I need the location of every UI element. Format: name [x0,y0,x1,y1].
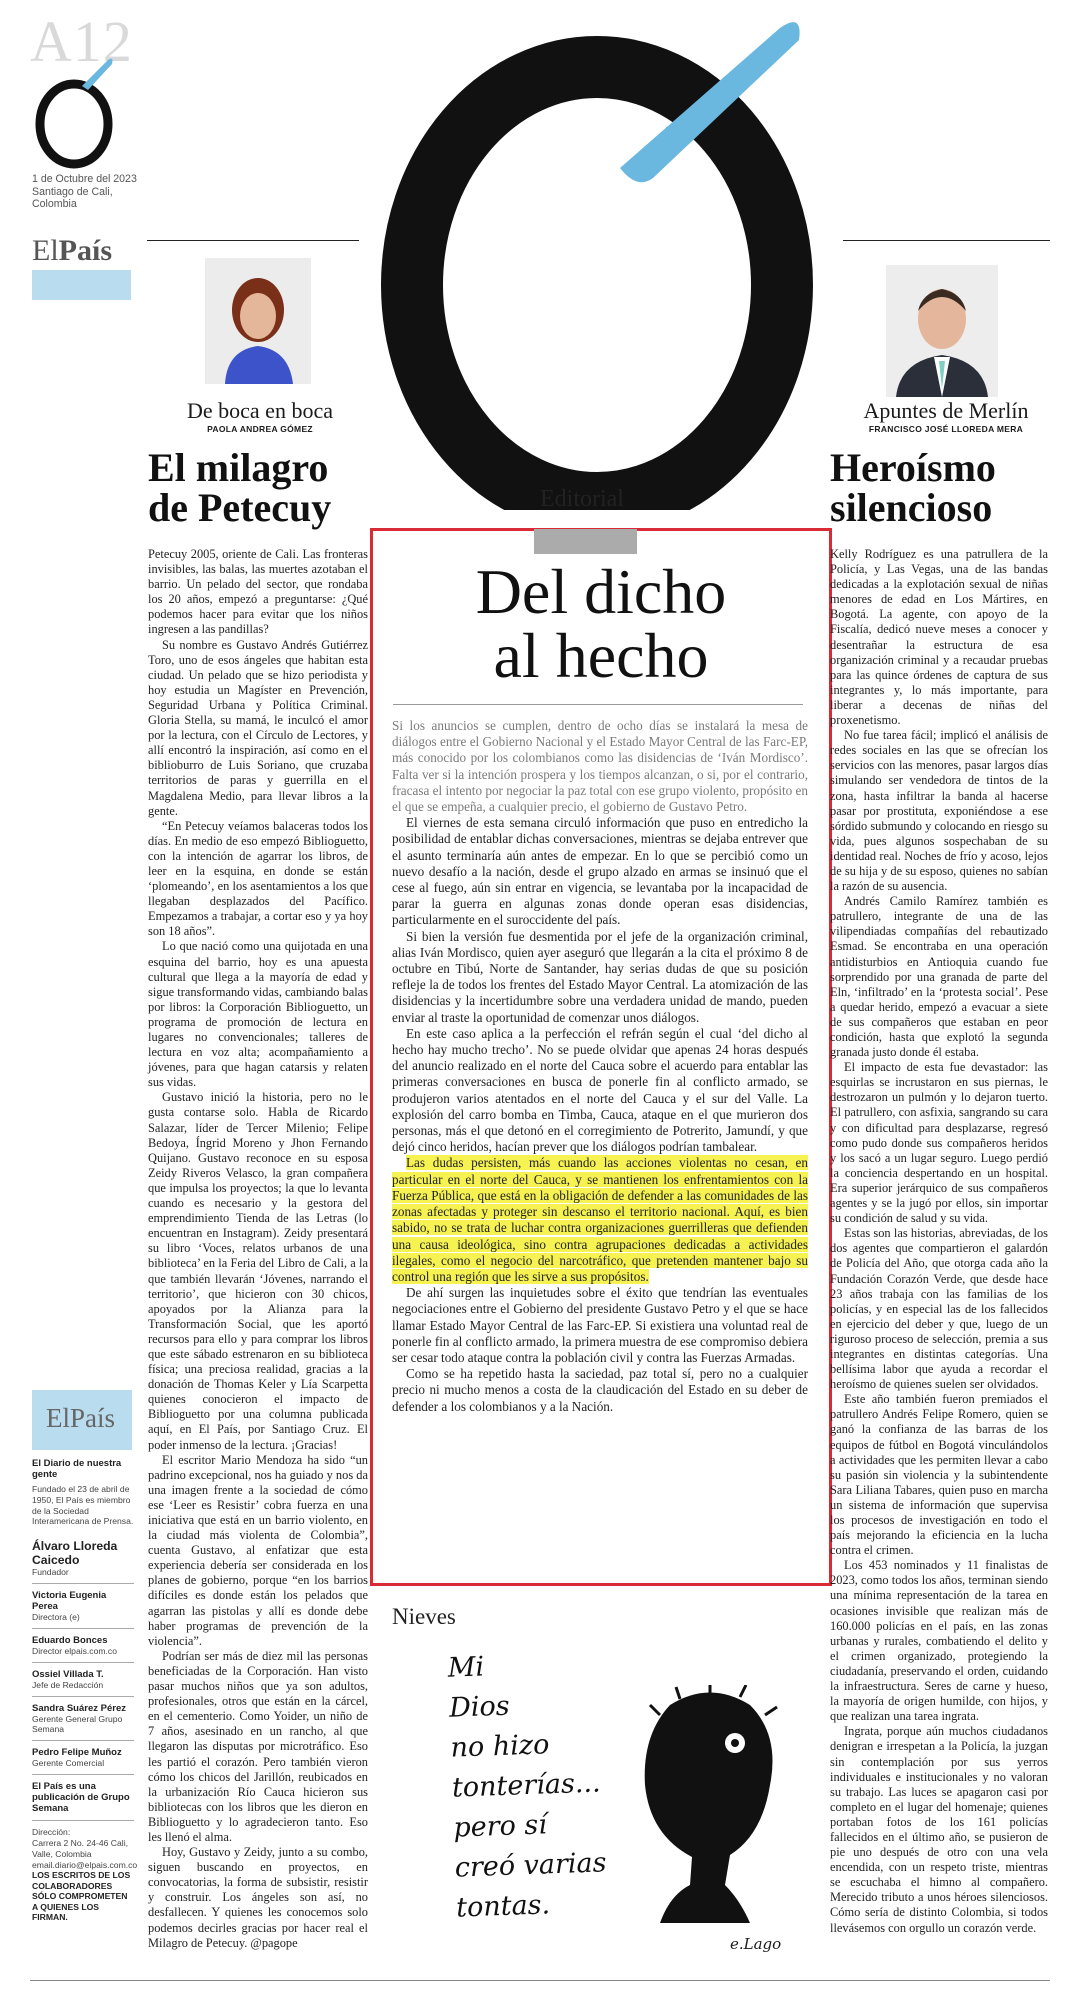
cartoon-label: Nieves [392,1604,456,1629]
staff-role: Gerente Comercial [32,1758,105,1769]
staff-name: Sandra Suárez Pérez [32,1703,126,1715]
article-left: Petecuy 2005, oriente de Cali. Las fronteras invisibles, las balas, las muertes azotaban el barrio. Un pelado del sector, que rondaba los 20 años, empezó a preguntarse: ¿Qué podemos hacer para evitar que los niños ingresen a las pandillas? Su nombre es Gustavo Andrés Gutiérrez Toro, uno de esos ángeles que habitan esta ciudad. Un pelado que se hizo periodista y hoy estudia un Magíster en Prevención, Seguridad Urbana y Política Criminal. Gloria Stella, su mamá, le inculcó el amor por la lectura, con el Círculo de Lectores, y allí encontró la inspiración, así como en el biblioburro de Luis Soriano, que cruzaba territorios de paras y guerrilla en el Magdalena Medio, para llevar libros a la gente. “En Petecuy veíamos balaceras todos los días. En medio de eso empezó Biblioguetto, con la intención de agarrar los libros, de leer en la esquina, en donde se están ‘plomeando’, en los asentamientos a los que llegaban desplazados del Pacífico. Empezamos a trabajar, a cortar eso y ya hoy son 18 años”. Lo que nació como una quijotada en una esquina del barrio, hoy es una apuesta cultural que llega a la mayoría de edad y sigue transformando vidas, cambiando balas por libros: la Corporación Biblioguetto, un programa de promoción de lectura en lugares no convencionales; talleres de lectura en voz alta; acompañamiento a jóvenes, para que hagan catarsis y relaten sus vidas. Gustavo inició la historia, pero no le gusta contarse solo. Habla de Ricardo Salazar, líder de Tercer Milenio; Felipe Bedoya, Íngrid Moreno y Jhon Fernando Quijano. Gustavo reconoce en su esposa Zeidy Riveros Velasco, la gran compañera que impulsa los proyectos; la que lo levanta cuando es necesario y la gestora del emprendimiento Tienda de las Letras (lo encuentran en Instagram). Zeidy presentará su libro ‘Voces, relatos urbanos de una biblioteca’ en la Feria del Libro de Cali, a la que también llevarán ‘Jóvenes, narrando el territorio’, que hicieron con 30 chicos, apoyados por la Alianza para la Transformación Social, que les aportó recursos para ello y para comprar los libros que este sábado estrenaron en su biblioteca física; una preciosa realidad, gracias a la donación de Thomas Keler y Lía Scarpetta quienes conocieron el impacto de Biblioguetto por una columna publicada aquí, en El País, por Santiago Cruz. El poder inmenso de la lectura. ¡Gracias! El escritor Mario Mendoza ha sido “un padrino excepcional, nos ha guiado y nos da una imagen frente a la sociedad de cómo ese ‘Leer es Resistir’ cobra fuerza en una iniciativa que está en un barrio violento, en la ciudad más violenta de Colombia”, cuenta Gustavo, al enfatizar que esta experiencia debería ser considerada en los planes de gobierno, porque “en los barrios difíciles es donde están los pelados que agarran las pistolas y allí es donde debe haber programas de prevención de la violencia”. Podrían ser más de diez mil las personas beneficiadas de la Corporación. Han visto pasar muchos niños que ya son adultos, profesionales, otros que están en la cárcel, en el cementerio. Como Yoider, un niño de 7 años, asesinado en un rancho, al que llegaron las disputas por microtráfico. Eso les partió el corazón. Pero también vieron cómo los chicos del Jarillón, reubicados en la urbanización Río Cauca hicieron sus bibliotecas con los libros que les dieron en Biblioguetto y lo agradecieron tanto. Eso les llenó el alma. Hoy, Gustavo y Zeidy, junto a su combo, siguen buscando en proyectos, en convocatorias, la forma de subsistir, resistir y construir. Los ángeles son así, no desfallecen. Y quienes les conocemos solo podemos decirles gracias por hacer real el Milagro de Petecuy. @pagope [148,547,368,1950]
staff-role: Jefe de Redacción [32,1680,104,1691]
big-o-graphic [375,0,825,510]
cartoon-signature: e.Lago [730,1935,782,1953]
o-logo-icon [30,52,130,172]
headline-right: Heroísmo silencioso [830,445,996,530]
email: email.diario@elpais.com.co [32,1859,138,1870]
logo-accent-bar [32,270,131,300]
masthead-tagline: El Diario de nuestra gente [32,1458,122,1480]
article-right: Kelly Rodríguez es una patrullera de la Policía, y Las Vegas, una de las bandas dedicadas a la explotación sexual de niñas menores de edad en Los Mártires, en Bogotá. La agente, con apoyo de la Fiscalía, dedicó nueve meses a conocer y desentrañar la estructura de esa organización criminal y a recaudar pruebas para las quince órdenes de captura de sus integrantes y, lo más importante, para liberar a decenas de niñas del proxenetismo. No fue tarea fácil; implicó el análisis de redes sociales en las que se ofrecían los servicios con las menores, pasar largos días simulando ser vendedora de tintos de la zona, hasta infiltrar la banda al hacerse pasar por prostituta, exponiéndose a ese sórdido submundo y colocando en riesgo su vida, pues algunos sospechaban de su identidad real. Noches de frío y acoso, lejos de su hija y de su esposo, quienes no sabían la razón de su ausencia. Andrés Camilo Ramírez también es patrullero, integrante de una de las vilipendiadas compañías del rebautizado Esmad. Se encontraba en una operación antidisturbios en Antioquia cuando fue sorprendido por una granada de parte del Eln, ‘infiltrado’ en la ‘protesta social’. Pese a quedar herido, empezó a evacuar a siete de sus compañeros que estaban en peor condición, hasta que explotó la segunda granada justo donde él estaba. El impacto de esta fue devastador: las esquirlas se incrustaron en sus piernas, le destrozaron un pulmón y lo dejaron tuerto. El patrullero, con asfixia, sangrando su cara y con dificultad para desplazarse, regresó como pudo donde sus compañeros heridos y los sacó a un lugar seguro. Luego perdió la conciencia despertando en un hospital. Era superior jerárquico de sus compañeros agentes y se la jugó por ellos, sin importar su condición de salud y su vida. Estas son las historias, abreviadas, de los dos agentes que compartieron el galardón de Policía del Año, que otorga cada año la Fundación Corazón Verde, que desde hace 23 años trabaja con las familias de los policías, y en especial las de los fallecidos en ejercicio del deber y que, luego de un riguroso proceso de selección, premia a sus integrantes en distintas categorías. Una bellísima labor que ayuda a recordar el heroísmo de quienes suelen ser olvidados. Este año también fueron premiados el patrullero Andrés Felipe Romero, quien se ganó la confianza de las barras de los equipos de fútbol en Bogotá vinculándolos a actividades que les permiten llevar a cabo su pasión sin violencia y la subintendente Sara Liliana Tabares, quien puso en marcha un sistema de información que supervisa los procesos de investigación en todo el país mejorando la eficiencia en la lucha contra el crimen. Los 453 nominados y 11 finalistas de 2023, como todos los años, terminan siendo una mínima representación de la tarea en ocasiones invisible que realizan más de 160.000 policías en el país, en las zonas urbanas y rurales, combatiendo el delito y el crimen organizado, protegiendo la ciudadanía, preservando el orden, cuidando la infraestructura. Seres de carne y hueso, la mayoría de origen humilde, con hijos, y que realizan una tarea ingrata. Ingrata, porque aún muchos ciudadanos denigran e irrespetan a la Policía, la juzgan sin contemplación por sus yerros individuales e institucionales y no valoran su trabajo. Las luces se apagaron casi por completo en el lugar del homenaje; quienes portaban fotos de los 161 policías fallecidos en el último año, se pusieron de pie uno después de otro con una vela encendida, con un respeto triste, mientras se escuchaba el himno al compañero. Merecido tributo a unos héroes silenciosos. Cómo sería de distinto Colombia, si todos llevásemos con orgullo un corazón verde. [830,547,1048,1935]
cartoon-text: Mi Dios no hizo tonterías... pero sí creó varias tontas. [447,1651,607,1924]
section-label: Editorial [540,486,624,512]
portrait-icon [886,265,998,397]
editorial-body: Si los anuncios se cumplen, dentro de ocho días se instalará la mesa de diálogos entre el Gobierno Nacional y el Estado Mayor Central de las Farc-EP, más conocido por los colombianos como las disidencias de ‘Iván Mordisco’. Falta ver si la intención prospera y los tiempos alcanzan, o si, por el contrario, fracasa el intento por negociar la paz total con ese grupo violento, propósito en el que se empeña, a cualquier precio, el gobierno de Gustavo Petro. El viernes de esta semana circuló información que puso en entredicho la posibilidad de entablar dichas conversaciones, mientras se dejaba entrever que el asunto terminaría aún antes de empezar. En lo que se percibió como un nuevo desafío a la nación, desde el grupo alzado en armas se insinuó que el cese al fuego, aún sin entrar en vigencia, se levantaba por la incapacidad de parar la guerra en algunas zonas donde operan esas disidencias, particularmente en el suroccidente del país. Si bien la versión fue desmentida por el jefe de la organización criminal, alias Iván Mordisco, quien ayer aseguró que llegarán a la cita el próximo 8 de octubre en Tibú, Norte de Santander, hay serias dudas de que su posición refleje la de todos los frentes del Estado Mayor Central. La atomización de las disidencias y la incertidumbre sobre una verdadera unidad de mando, pueden enviar al traste la oportunidad de comenzar unos diálogos. En este caso aplica a la perfección el refrán según el cual ‘del dicho al hecho hay mucho trecho’. No se puede olvidar que apenas 24 horas después del anuncio realizado en el norte del Cauca sobre el acuerdo para entablar las primeras conversaciones en busca de ponerle fin al conflicto armado, se produjeron varios atentados en el norte del Cauca y el sur del Valle. La explosión del carro bomba en Timba, Cauca, ataque en el que murieron dos personas, más el que detonó en el corregimiento de Potrerito, Jamundí, y que dejó cinco heridos, hacían prever que los diálogos podrían tambalear. Las dudas persisten, más cuando las acciones violentas no cesan, en particular en el norte del Cauca, y se mantienen los enfrentamientos con la Fuerza Pública, que está en la obligación de defender a las comunidades de las zonas afectadas y proteger sin descanso el territorio nacional. Aquí, es bien sabido, no se trata de luchar contra organizaciones guerrilleras que defienden una causa ideológica, sino contra agrupaciones dedicadas a actividades ilegales, como el negocio del narcotráfico, que pretenden mantener bajo su control una región que les sirve a sus propósitos. De ahí surgen las inquietudes sobre el éxito que tendrían las eventuales negociaciones entre el Gobierno del presidente Gustavo Petro y el que se hace llamar Estado Mayor Central de las Farc-EP. Si existiera una voluntad real de ponerle fin al conflicto armado, la primera muestra de ese compromiso debiera ser cesar todo ataque contra la población civil y contra las Fuerzas Armadas. Como se ha repetido hasta la saciedad, paz total sí, pero no a cualquier precio ni mucho menos a costa de la claudicación del Estado en su deber de defender a los colombianos y a la Nación. [392,718,808,1414]
staff-role: Director elpais.com.co [32,1646,118,1657]
rule-left [147,240,359,241]
column-name-right: Apuntes de Merlín [863,398,1029,423]
author-left: PAOLA ANDREA GÓMEZ [207,424,313,434]
editorial-tab [534,529,637,554]
rule-bottom [30,1980,1050,1981]
staff-role: Directora (e) [32,1612,80,1623]
editorial-title: Del dicho al hecho [475,556,727,691]
address: Carrera 2 No. 24-46 Cali, Valle, Colombia [32,1837,129,1859]
author-right: FRANCISCO JOSÉ LLOREDA MERA [868,424,1024,434]
address-label: Dirección: [32,1827,71,1838]
masthead-founded: Fundado el 23 de abril de 1950, El País es miembro de la Sociedad Interamericana de Prensa. [32,1484,134,1527]
masthead-logo: ElPaís [46,1403,116,1433]
disclaimer: LOS ESCRITOS DE LOS COLABORADORES SÓLO COMPROMETEN A QUIENES LOS FIRMAN. [32,1870,131,1923]
columnist-photo-left [205,258,311,384]
staff-name: Eduardo Bonces [32,1635,108,1647]
portrait-icon [205,258,311,384]
columnist-photo-right [886,265,998,397]
staff-name: Victoria Eugenia Perea [32,1590,107,1613]
page-number: A12 [30,9,133,74]
dateline: 1 de Octubre del 2023 Santiago de Cali, Colombia [32,173,137,210]
staff-role: Gerente General Grupo Semana [32,1714,123,1735]
highlighted-passage: Las dudas persisten, más cuando las acciones violentas no cesan, en particular en el norte del Cauca, y se mantienen los enfrentamientos con la Fuerza Pública, que está en la obligación de defender a las comunidades de las zonas afectadas y proteger sin descanso el territorio nacional. Aquí, es bien sabido, no se trata de luchar contra organizaciones guerrilleras que defienden una causa ideológica, sino contra agrupaciones dedicadas a actividades ilegales, como el negocio del narcotráfico, que pretenden mantener bajo su control una región que les sirve a sus propósitos. [392,1155,808,1284]
el-pais-logo: ElPaís [32,234,113,267]
staff-name: Ossiel Villada T. [32,1669,104,1681]
rule-right [843,240,1050,241]
founder-name: Álvaro Lloreda Caicedo [32,1539,118,1568]
cartoon-figure-icon [630,1685,790,1925]
editorial-rule [393,704,803,705]
founder-role: Fundador [32,1567,69,1578]
headline-left: El milagro de Petecuy [148,445,332,530]
staff-name: Pedro Felipe Muñoz [32,1747,122,1759]
column-name-left: De boca en boca [187,398,333,423]
masthead [32,1458,138,1923]
publication-note: El País es una publicación de Grupo Semana [32,1781,130,1815]
